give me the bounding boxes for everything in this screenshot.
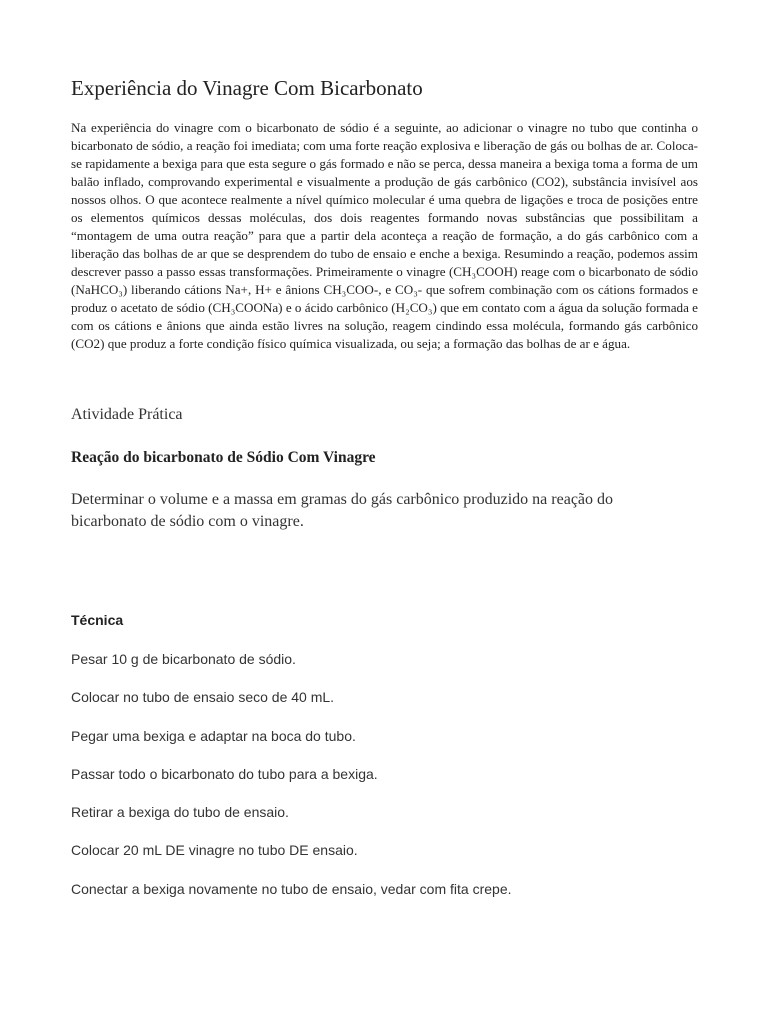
reaction-heading: Reação do bicarbonato de Sódio Com Vinagre (71, 449, 376, 466)
technique-step: Passar todo o bicarbonato do tubo para a bexiga. (71, 765, 378, 782)
technique-step: Colocar 20 mL DE vinagre no tubo DE ensaio. (71, 842, 358, 859)
technique-step: Conectar a bexiga novamente no tubo de ensaio, vedar com fita crepe. (71, 880, 512, 897)
technique-steps-list (71, 649, 512, 917)
objective-paragraph: Determinar o volume e a massa em gramas do gás carbônico produzido na reação do bicarbonato de sódio com o vinagre. (71, 491, 614, 530)
activity-heading: Atividade Prática (71, 406, 183, 423)
technique-step: Retirar a bexiga do tubo de ensaio. (71, 804, 289, 821)
technique-step: Colocar no tubo de ensaio seco de 40 mL. (71, 689, 335, 706)
technique-heading: Técnica (71, 612, 124, 628)
intro-paragraph: Na experiência do vinagre com o bicarbonato de sódio é a seguinte, ao adicionar o vinagre no tubo que continha o bicarbonato de sódio, a reação foi imediata; com uma forte reação explosiva e liberação de gás ou bolhas de ar. Coloca-se rapidamente a bexiga para que esta segure o gás formado e não se perca, dessa maneira a bexiga toma a forma de um balão inflado, comprovando experimental e visualmente a produção de gás carbônico (CO2), substância invisível aos nossos olhos. O que acontece realmente a nível químico molecular é uma quebra de ligações e troca de posições entre os elementos químicos dessas moléculas, dos dois reagentes formando novas substâncias que possibilitam a “montagem de uma outra reação” para que a partir dela aconteça a reação de formação, a do gás carbônico com a liberação das bolhas de ar que se desprendem do tubo de ensaio e enche a bexiga. Resumindo a reação, podemos assim descrever passo a passo essas transformações. Primeiramente o vinagre (CH₃COOH) reage com o bicarbonato de sódio (NaHCO₃) liberando cátions Na+, H+ e ânions CH₃COO-, e CO₃- que sofrem combinação com os cátions formados e produz o acetato de sódio (CH₃COONa) e o ácido carbônico (H₂CO₃) que em contato com a água da solução formada e com os cátions e ânions que ainda estão livres na solução, reagem cindindo essa molécula, formando gás carbônico (CO2) que produz a forte condição físico química visualizada, ou seja; a formação das bolhas de ar e água. (71, 120, 698, 351)
document-title: Experiência do Vinagre Com Bicarbonato (71, 76, 423, 100)
technique-step: Pegar uma bexiga e adaptar na boca do tubo. (71, 727, 356, 744)
technique-step: Pesar 10 g de bicarbonato de sódio. (71, 651, 296, 667)
